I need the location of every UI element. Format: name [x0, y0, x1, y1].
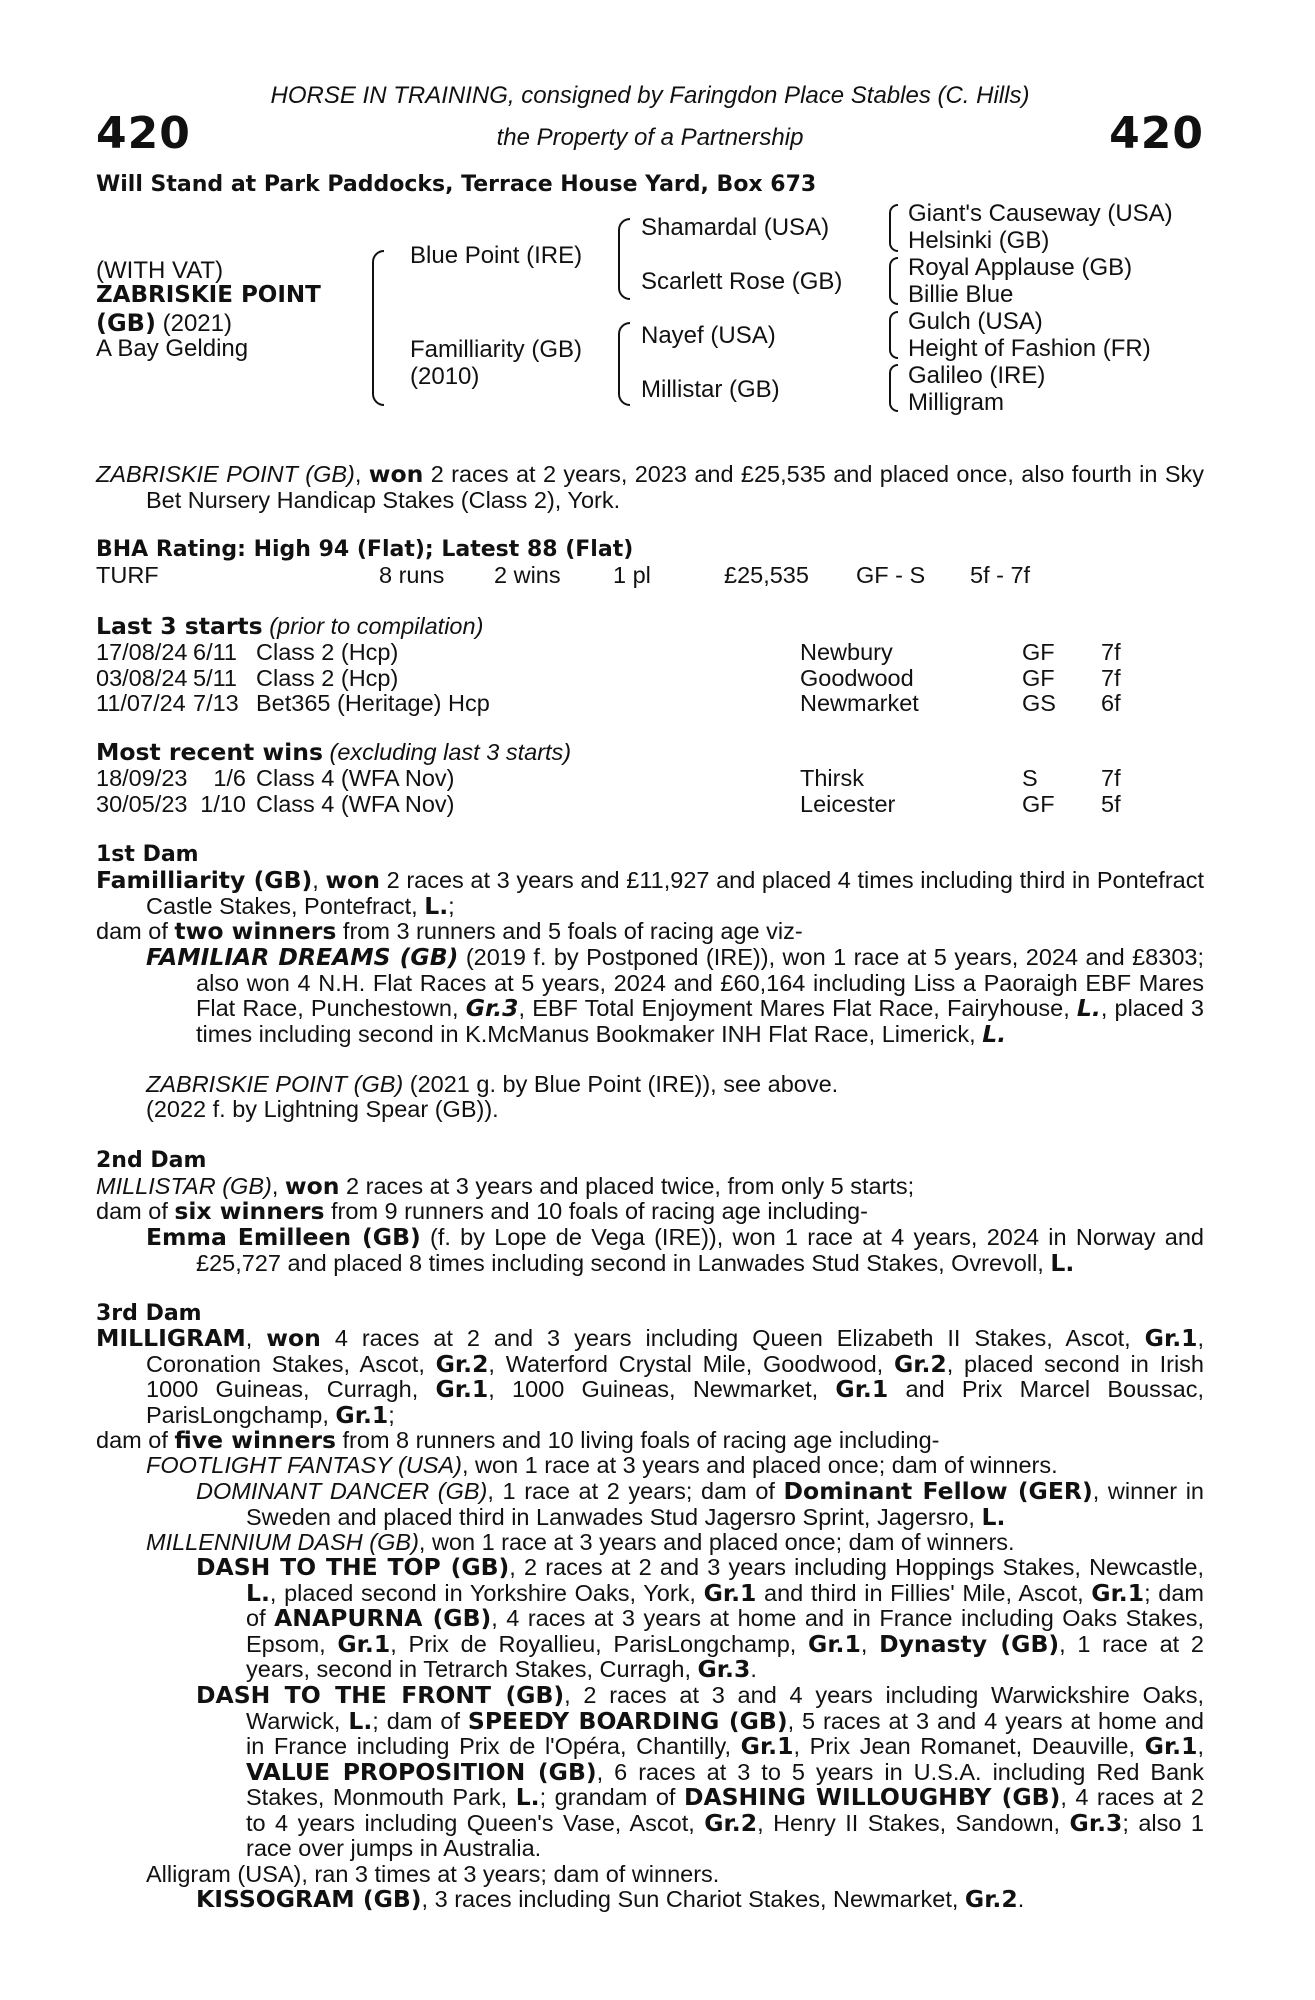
rating-placed: 1 pl — [613, 562, 651, 588]
horse-description: A Bay Gelding — [96, 335, 249, 362]
rating-distance: 5f - 7f — [970, 562, 1031, 588]
third-dam-record: MILLIGRAM, won 4 races at 2 and 3 years including Queen Elizabeth II Stakes, Ascot, Gr.1, Coronation Stakes, Ascot, Gr.2, Waterford Crystal Mile, Goodwood, Gr.2, placed second in Irish 1000 Guineas, Curragh, Gr.1, 1000 Guineas, Newmarket, Gr.1 and Prix Marcel Boussac, ParisLongchamp, Gr.1; — [96, 1324, 1205, 1429]
table-row: 17/08/24 6/11 Class 2 (Hcp) Newbury GF 7f — [96, 639, 1121, 665]
horse-country: (GB) — [96, 309, 156, 337]
alligram: Alligram (USA), ran 3 times at 3 years; dam of winners. — [146, 1861, 720, 1887]
first-dam-record: Familliarity (GB), won 2 races at 3 years and £11,927 and placed 4 times including third in Pontefract Castle Stakes, Pontefract, L.; — [96, 866, 1204, 920]
horse-year: (2021) — [162, 310, 232, 337]
summary-text: 2 races at 2 years, 2023 and £25,535 and placed once, also fourth in Sky Bet Nursery Handicap Stakes (Class 2), York. — [146, 461, 1204, 513]
first-dam-produce: dam of two winners from 3 runners and 5 foals of racing age viz- — [96, 917, 803, 945]
third-dam-heading: 3rd Dam — [96, 1301, 202, 1326]
third-dam-produce: dam of five winners from 8 runners and 10 living foals of racing age including- — [96, 1426, 940, 1454]
pedigree-sire: Blue Point (IRE) — [410, 242, 583, 269]
pedigree-brace-g1 — [889, 204, 898, 252]
vat-note: (WITH VAT) — [96, 257, 224, 284]
last-starts-table — [96, 640, 1161, 717]
pedigree-g4: Billie Blue — [908, 281, 1014, 308]
horse-name: ZABRISKIE POINT — [96, 282, 321, 308]
pedigree-brace-main — [372, 250, 384, 406]
pedigree-brace-g2 — [889, 257, 898, 305]
kissogram: KISSOGRAM (GB), 3 races including Sun Chariot Stakes, Newmarket, Gr.2. — [196, 1885, 1025, 1913]
millennium-dash: MILLENNIUM DASH (GB), won 1 race at 3 years and placed once; dam of winners. — [146, 1529, 1015, 1555]
lot-owner: the Property of a Partnership — [496, 124, 804, 151]
last-starts-heading: Last 3 starts (prior to compilation) — [96, 612, 484, 640]
pedigree-sire-sire: Shamardal (USA) — [641, 214, 830, 241]
catalogue-page — [96, 0, 1204, 2000]
pedigree-g1: Giant's Causeway (USA) — [908, 200, 1173, 227]
first-dam-progeny-1: FAMILIAR DREAMS (GB) (2019 f. by Postponed (IRE)), won 1 race at 5 years, 2024 and £8303; also won 4 N.H. Flat Races at 5 years, 2024 and £60,164 including Liss a Paoraigh EBF Mares Flat Race, Punchestown, Gr.3, EBF Total Enjoyment Mares Flat Race, Fairyhouse, L., placed 3 times including second in K.McManus Bookmaker INH Flat Race, Limerick, L. — [146, 943, 1205, 1048]
recent-wins-heading: Most recent wins (excluding last 3 starts) — [96, 738, 572, 766]
second-dam-heading: 2nd Dam — [96, 1148, 207, 1173]
pedigree-g7: Galileo (IRE) — [908, 362, 1046, 389]
pedigree-g3: Royal Applause (GB) — [908, 254, 1133, 281]
pedigree-brace-sire — [618, 218, 630, 300]
first-dam-progeny-3: (2022 f. by Lightning Spear (GB)). — [146, 1096, 499, 1122]
pedigree-g2: Helsinki (GB) — [908, 227, 1050, 254]
summary-horse-name: ZABRISKIE POINT (GB) — [96, 461, 355, 487]
first-dam-progeny-2: ZABRISKIE POINT (GB) (2021 g. by Blue Point (IRE)), see above. — [146, 1071, 839, 1097]
table-row: 18/09/23 1/6 Class 4 (WFA Nov) Thirsk S 7f — [96, 765, 1121, 791]
lot-number-left: 420 — [96, 108, 191, 159]
second-dam-record: MILLISTAR (GB), won 2 races at 3 years and placed twice, from only 5 starts; — [96, 1172, 915, 1200]
pedigree-g8: Milligram — [908, 389, 1004, 416]
recent-wins-table — [96, 766, 1161, 817]
pedigree-dam-sire: Nayef (USA) — [641, 322, 776, 349]
pedigree-sire-dam: Scarlett Rose (GB) — [641, 268, 843, 295]
race-summary: ZABRISKIE POINT (GB), won 2 races at 2 years, 2023 and £25,535 and placed once, also fourth in Sky Bet Nursery Handicap Stakes (Class 2), York. — [96, 460, 1204, 513]
lot-number-right: 420 — [1109, 108, 1204, 159]
rating-surface: TURF — [96, 562, 159, 588]
lot-title: HORSE IN TRAINING, consigned by Faringdon Place Stables (C. Hills) — [270, 82, 1030, 109]
second-dam-produce: dam of six winners from 9 runners and 10 foals of racing age including- — [96, 1197, 868, 1225]
rating-earnings: £25,535 — [724, 562, 809, 588]
pedigree-g6: Height of Fashion (FR) — [908, 335, 1151, 362]
pedigree-dam-dam: Millistar (GB) — [641, 376, 780, 403]
table-row: 30/05/23 1/10 Class 4 (WFA Nov) Leicester GF 5f — [96, 790, 1121, 817]
pedigree-brace-dam — [618, 322, 630, 406]
horse-country-year — [96, 309, 232, 338]
table-row: 03/08/24 5/11 Class 2 (Hcp) Goodwood GF 7f — [96, 664, 1121, 691]
rating-wins: 2 wins — [494, 562, 561, 588]
dash-to-the-top: DASH TO THE TOP (GB), 2 races at 2 and 3 years including Hoppings Stakes, Newcastle, L., placed second in Yorkshire Oaks, York, Gr.1 and third in Fillies' Mile, Ascot, Gr.1; dam of ANAPURNA (GB), 4 races at 3 years at home and in France including Oaks Stakes, Epsom, Gr.1, Prix de Royallieu, ParisLongchamp, Gr.1, Dynasty (GB), 1 race at 2 years, second in Tetrarch Stakes, Curragh, Gr.3. — [196, 1553, 1204, 1683]
pedigree-brace-g4 — [889, 364, 898, 412]
pedigree-dam: Familliarity (GB) — [410, 336, 582, 363]
pedigree-g5: Gulch (USA) — [908, 308, 1043, 335]
footlight-fantasy: FOOTLIGHT FANTASY (USA), won 1 race at 3 years and placed once; dam of winners. — [146, 1452, 1058, 1478]
dash-to-the-front: DASH TO THE FRONT (GB), 2 races at 3 and 4 years including Warwickshire Oaks, Warwick, L.; dam of SPEEDY BOARDING (GB), 5 races at 3 and 4 years at home and in France including Prix de l'Opéra, Chantilly, Gr.1, Prix Jean Romanet, Deauville, Gr.1, VALUE PROPOSITION (GB), 6 races at 3 to 5 years in U.S.A. including Red Bank Stakes, Monmouth Park, L.; grandam of DASHING WILLOUGHBY (GB), 4 races at 2 to 4 years including Queen's Vase, Ascot, Gr.2, Henry II Stakes, Sandown, Gr.3; also 1 race over jumps in Australia. — [196, 1681, 1204, 1861]
bha-rating: BHA Rating: High 94 (Flat); Latest 88 (Flat) — [96, 537, 634, 562]
pedigree-brace-g3 — [889, 311, 898, 359]
first-dam-heading: 1st Dam — [96, 842, 199, 867]
rating-going: GF - S — [856, 562, 926, 588]
lot-location: Will Stand at Park Paddocks, Terrace House Yard, Box 673 — [96, 172, 817, 197]
dominant-dancer: DOMINANT DANCER (GB), 1 race at 2 years; dam of Dominant Fellow (GER), winner in Sweden and placed third in Lanwades Stud Jagersro Sprint, Jagersro, L. — [196, 1477, 1204, 1531]
summary-won: won — [368, 460, 424, 488]
second-dam-progeny-1: Emma Emilleen (GB) (f. by Lope de Vega (IRE)), won 1 race at 4 years, 2024 in Norway and £25,727 and placed 8 times including second in Lanwades Stud Stakes, Ovrevoll, L. — [146, 1223, 1204, 1277]
rating-runs: 8 runs — [379, 562, 445, 588]
pedigree-dam-year: (2010) — [410, 363, 480, 390]
table-row: 11/07/24 7/13 Bet365 (Heritage) Hcp Newmarket GS 6f — [96, 690, 1121, 716]
